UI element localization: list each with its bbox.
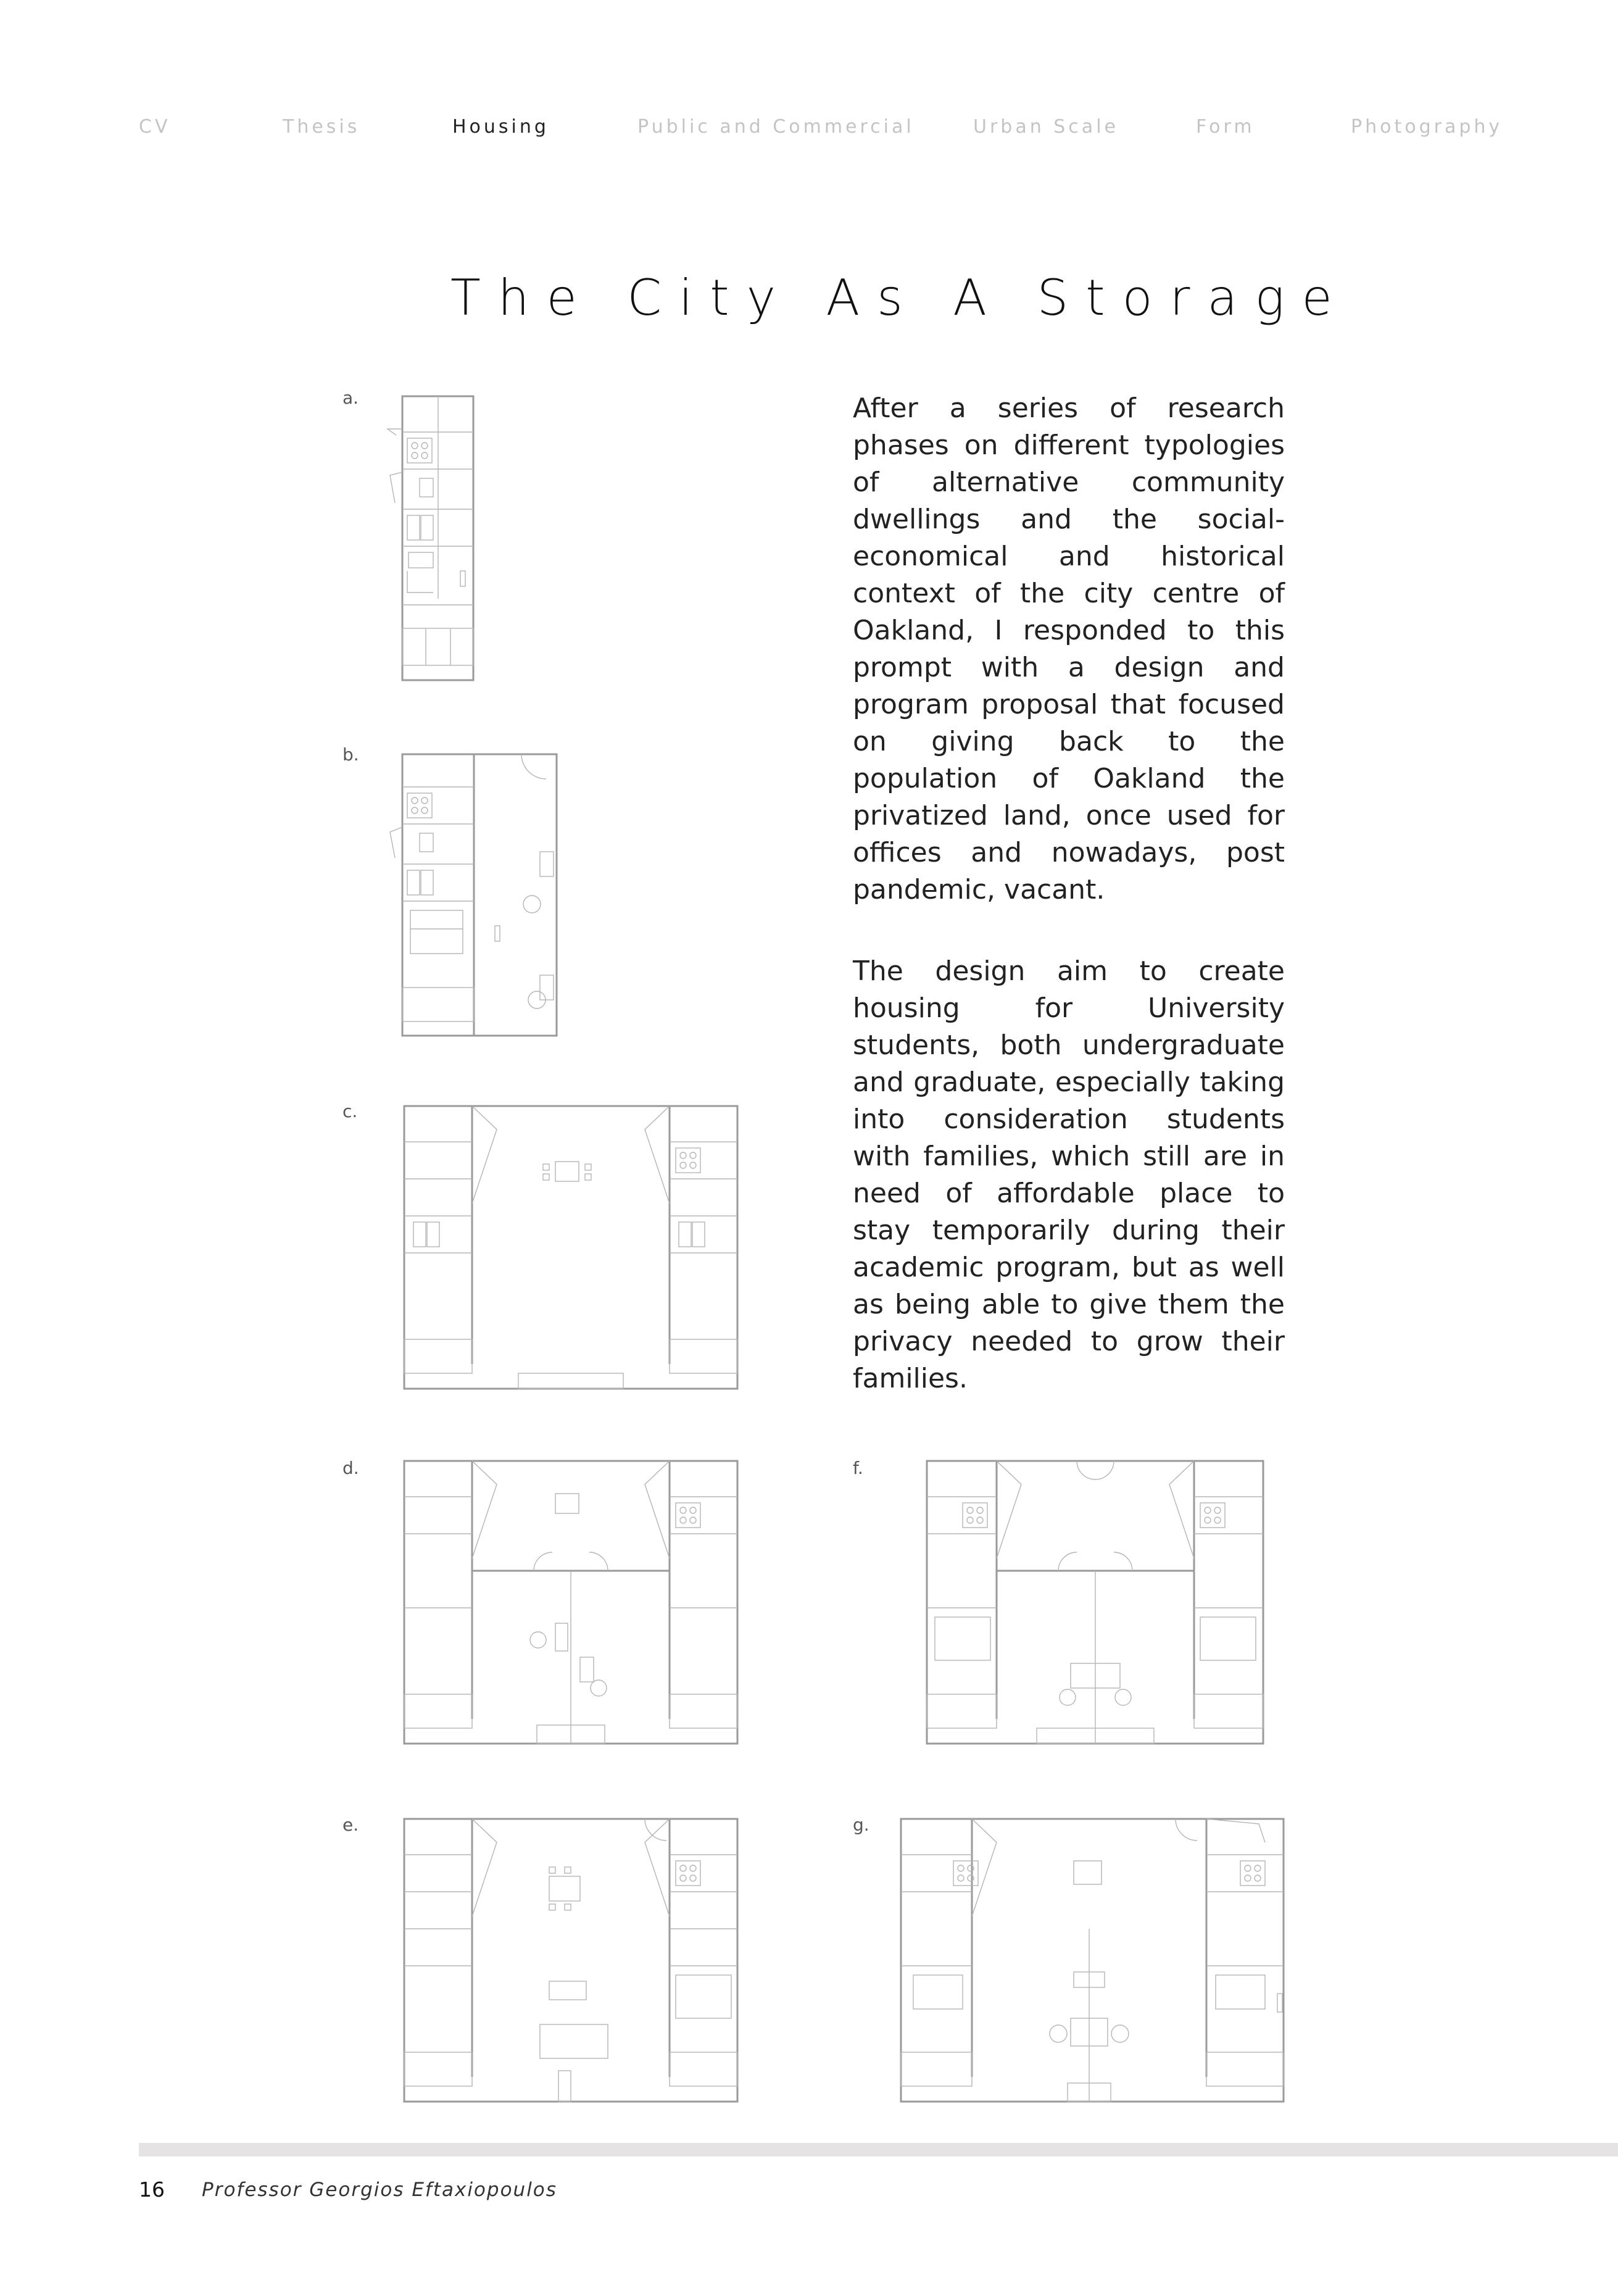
floor-plan-e [395, 1818, 747, 2105]
paragraph-1: After a series of research phases on different typologies of alternative community dwellings and the social-economical and historical context of the city centre of Oakland, I responded to this prompt with a design and program proposal that focused on giving back to the population of Oakland the privatized land, once used for offices and nowadays, post pandemic, vacant. [853, 393, 1285, 905]
footer-author: Professor Georgios Eftaxiopoulos [202, 2179, 557, 2201]
floor-plan-c [395, 1105, 747, 1392]
paragraph-2: The design aim to create housing for University students, both undergraduate and graduate, especially taking into consideration students with families, which still are in need of affordable place to stay temporarily during their academic program, but as well as being able to give them the privacy needed to grow their families. [853, 955, 1285, 1394]
nav-item-photography[interactable]: Photography [1351, 116, 1503, 138]
floor-plan-f [919, 1460, 1271, 1747]
page-number: 16 [139, 2177, 165, 2202]
plan-label-g: g. [853, 1815, 869, 1835]
footer-divider [139, 2143, 1618, 2157]
plan-label-c: c. [342, 1101, 358, 1121]
page-title: The City As A Storage [450, 269, 1350, 327]
nav-item-public-and-commercial[interactable]: Public and Commercial [637, 116, 915, 138]
plan-label-f: f. [853, 1458, 863, 1478]
top-navigation [139, 116, 1503, 143]
nav-item-housing[interactable]: Housing [452, 116, 549, 138]
plan-label-e: e. [342, 1815, 359, 1835]
nav-item-urban-scale[interactable]: Urban Scale [973, 116, 1119, 138]
nav-item-thesis[interactable]: Thesis [283, 116, 360, 138]
body-text [853, 390, 1285, 1442]
floor-plan-d [395, 1460, 747, 1747]
nav-item-cv[interactable]: CV [139, 116, 171, 138]
nav-item-form[interactable]: Form [1196, 116, 1255, 138]
floor-plan-b [383, 753, 574, 1037]
plan-label-a: a. [342, 388, 359, 408]
plan-label-d: d. [342, 1458, 359, 1478]
floor-plan-a [383, 395, 494, 682]
plan-label-b: b. [342, 744, 359, 765]
floor-plan-g [895, 1818, 1302, 2105]
